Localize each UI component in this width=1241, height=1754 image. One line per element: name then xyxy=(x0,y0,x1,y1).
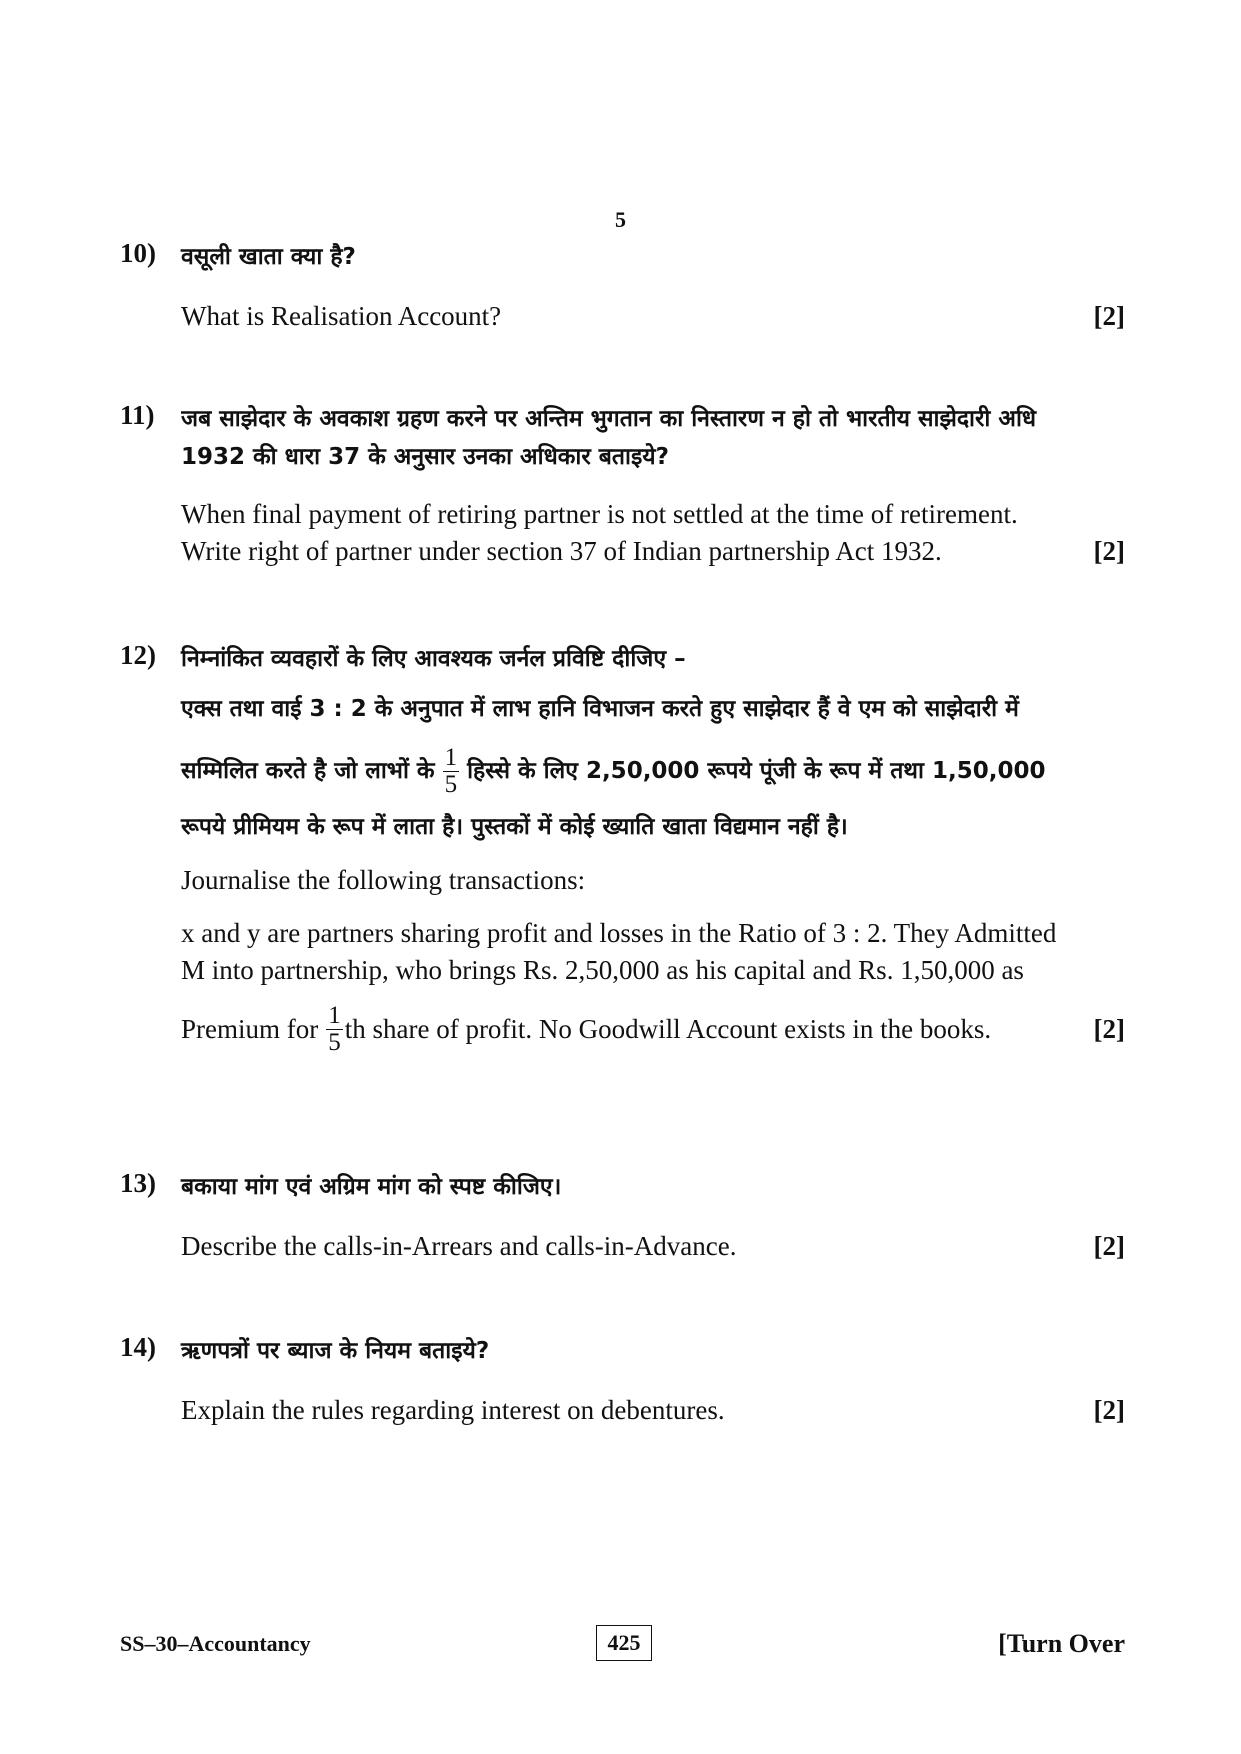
question-hindi-line: रूपये प्रीमियम के रूप में लाता है। पुस्तकों में कोई ख्याति खाता विद्यमान नहीं है। xyxy=(181,814,848,840)
question-english-line: x and y are partners sharing profit and losses in the Ratio of 3 : 2. They Admitted xyxy=(181,918,1057,948)
question-english-line: When final payment of retiring partner is not settled at the time of retirement. xyxy=(181,499,1018,529)
question-english-text: What is Realisation Account? xyxy=(181,301,502,331)
page-number: 5 xyxy=(615,207,626,232)
question-14 xyxy=(120,1332,1125,1429)
marks-label: [2] xyxy=(1093,1231,1125,1261)
question-english-row xyxy=(181,298,1125,335)
hindi-text-part: हिस्से के लिए 2,50,000 रूपये पूंजी के रूप में तथा 1,50,000 xyxy=(467,758,1046,784)
question-english-row xyxy=(181,1228,1125,1265)
question-english-line: M into partnership, who brings Rs. 2,50,000 as his capital and Rs. 1,50,000 as xyxy=(181,955,1024,985)
question-number: 14) xyxy=(120,1332,156,1362)
marks-label: [2] xyxy=(1093,1013,1125,1044)
question-hindi-text: बकाया मांग एवं अग्रिम मांग को स्पष्ट कीजिए। xyxy=(181,1174,562,1200)
fraction-denominator: 5 xyxy=(328,1028,341,1056)
english-text-part: Premium for xyxy=(181,1013,319,1044)
question-hindi-text: वसूली खाता क्या है? xyxy=(181,244,356,270)
question-hindi-heading: निम्नांकित व्यवहारों के लिए आवश्यक जर्नल प्रविष्टि दीजिए – xyxy=(181,646,686,672)
question-english-text: Explain the rules regarding interest on debentures. xyxy=(181,1395,725,1425)
question-hindi-text: ऋणपत्रों पर ब्याज के नियम बताइये? xyxy=(181,1338,490,1364)
question-11 xyxy=(120,400,1125,570)
page-footer xyxy=(120,1625,1125,1665)
english-fraction-sentence xyxy=(181,1003,991,1056)
marks-label: [2] xyxy=(1093,536,1125,566)
marks-label: [2] xyxy=(1093,301,1125,331)
question-hindi-line: जब साझेदार के अवकाश ग्रहण करने पर अन्तिम भुगतान का निस्तारण न हो तो भारतीय साझेदारी अधि xyxy=(181,406,1037,432)
question-english-line: Write right of partner under section 37 of Indian partnership Act 1932. xyxy=(181,536,942,566)
question-13 xyxy=(120,1168,1125,1265)
question-10 xyxy=(120,238,1125,335)
question-hindi-line: एक्स तथा वाई 3 : 2 के अनुपात में लाभ हानि विभाजन करते हुए साझेदार हैं वे एम को साझेदारी में xyxy=(181,696,1019,722)
question-number: 11) xyxy=(120,400,155,430)
fraction-numerator: 1 xyxy=(328,1001,341,1029)
fraction-numerator: 1 xyxy=(444,743,458,771)
fraction-one-fifth xyxy=(443,745,460,798)
question-hindi-line: 1932 की धारा 37 के अनुसार उनका अधिकार बताइये? xyxy=(181,444,669,470)
hindi-text-part: सम्मिलित करते है जो लाभों के xyxy=(181,758,435,784)
question-english-row xyxy=(181,1392,1125,1429)
question-english-row xyxy=(181,533,1125,570)
question-english-text: Describe the calls-in-Arrears and calls-in-Advance. xyxy=(181,1231,737,1261)
footer-turn-over: [Turn Over xyxy=(998,1629,1125,1658)
question-hindi-line-with-fraction xyxy=(181,740,1125,802)
english-text-part: th share of profit. No Goodwill Account exists in the books. xyxy=(344,1013,992,1044)
question-english-heading: Journalise the following transactions: xyxy=(181,865,586,895)
fraction-one-fifth xyxy=(326,1003,343,1056)
fraction-denominator: 5 xyxy=(444,770,458,798)
question-12 xyxy=(120,640,1125,1061)
question-number: 10) xyxy=(120,238,156,268)
question-number: 12) xyxy=(120,640,156,670)
footer-page-box: 425 xyxy=(596,1625,652,1661)
question-number: 13) xyxy=(120,1168,156,1198)
question-english-row-with-fraction xyxy=(181,997,1125,1061)
footer-subject-code: SS–30–Accountancy xyxy=(120,1631,311,1656)
marks-label: [2] xyxy=(1093,1395,1125,1425)
